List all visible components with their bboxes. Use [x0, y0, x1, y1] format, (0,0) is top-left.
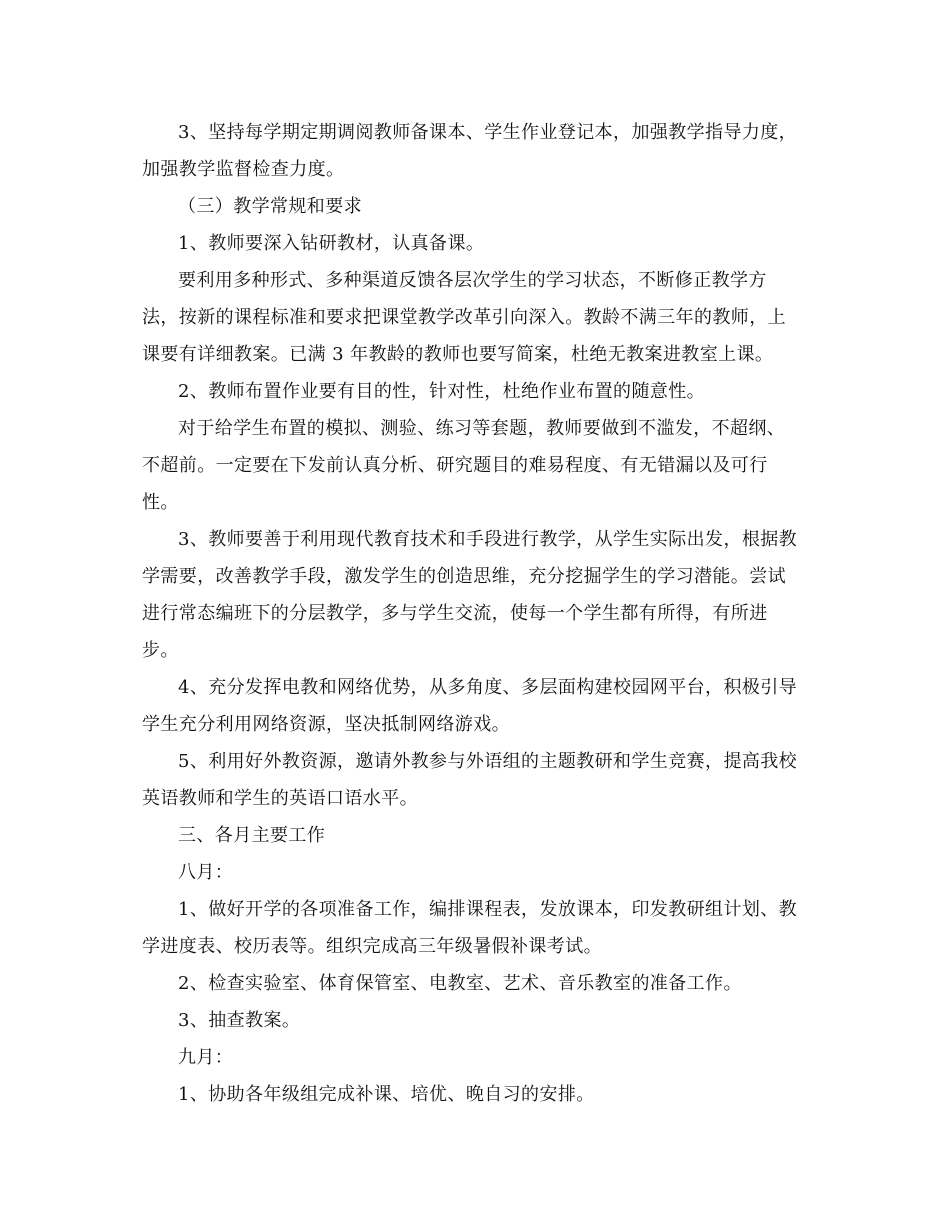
text-line: 2、教师布置作业要有目的性，针对性，杜绝作业布置的随意性。 — [178, 381, 706, 402]
text-line: 学生充分利用网络资源，坚决抵制网络游戏。 — [142, 714, 510, 735]
text-line: 3、教师要善于利用现代教育技术和手段进行教学，从学生实际出发，根据教 — [178, 529, 798, 550]
text-line: 加强教学监督检查力度。 — [142, 159, 345, 180]
text-line: 课要有详细教案。已满 3 年教龄的教师也要写简案，杜绝无教案进教室上课。 — [142, 344, 774, 365]
paragraph — [142, 521, 810, 669]
text-line: 对于给学生布置的模拟、测验、练习等套题，教师要做到不滥发，不超纲、 — [178, 418, 786, 439]
text-line: 3、抽查教案。 — [178, 1010, 301, 1031]
text-line: （三）教学常规和要求 — [178, 196, 362, 217]
paragraph — [142, 373, 810, 410]
paragraph — [142, 225, 810, 262]
paragraph — [142, 743, 810, 817]
paragraph — [142, 1076, 810, 1113]
paragraph — [142, 854, 810, 891]
paragraph — [142, 114, 810, 188]
text-line: 三、各月主要工作 — [178, 825, 326, 846]
text-line: 5、利用好外教资源，邀请外教参与外语组的主题教研和学生竞赛，提高我校 — [178, 751, 798, 772]
text-line: 性。 — [142, 492, 179, 513]
paragraph — [142, 891, 810, 965]
paragraph — [142, 817, 810, 854]
text-line: 八月： — [178, 862, 234, 883]
text-line: 要利用多种形式、多种渠道反馈各层次学生的学习状态，不断修正教学方 — [178, 270, 767, 291]
paragraph — [142, 410, 810, 521]
paragraph — [142, 965, 810, 1002]
document-body — [142, 114, 810, 1113]
text-line: 英语教师和学生的英语口语水平。 — [142, 788, 418, 809]
paragraph — [142, 188, 810, 225]
text-line: 九月： — [178, 1047, 234, 1068]
paragraph — [142, 262, 810, 373]
text-line: 不超前。一定要在下发前认真分析、研究题目的难易程度、有无错漏以及可行 — [142, 455, 768, 476]
text-line: 4、充分发挥电教和网络优势，从多角度、多层面构建校园网平台，积极引导 — [178, 677, 798, 698]
text-line: 学需要，改善教学手段，激发学生的创造思维，充分挖掘学生的学习潜能。尝试 — [142, 566, 786, 587]
text-line: 进行常态编班下的分层教学，多与学生交流，使每一个学生都有所得，有所进 — [142, 603, 768, 624]
text-line: 学进度表、校历表等。组织完成高三年级暑假补课考试。 — [142, 936, 602, 957]
text-line: 法，按新的课程标准和要求把课堂教学改革引向深入。教龄不满三年的教师，上 — [142, 307, 786, 328]
text-line: 1、教师要深入钻研教材，认真备课。 — [178, 233, 485, 254]
paragraph — [142, 1002, 810, 1039]
text-line: 2、检查实验室、体育保管室、电教室、艺术、音乐教室的准备工作。 — [178, 973, 742, 994]
paragraph — [142, 1039, 810, 1076]
text-line: 1、做好开学的各项准备工作，编排课程表，发放课本，印发教研组计划、教 — [178, 899, 798, 920]
text-line: 3、坚持每学期定期调阅教师备课本、学生作业登记本，加强教学指导力度， — [178, 122, 798, 143]
paragraph — [142, 669, 810, 743]
text-line: 步。 — [142, 640, 179, 661]
text-line: 1、协助各年级组完成补课、培优、晚自习的安排。 — [178, 1084, 595, 1105]
